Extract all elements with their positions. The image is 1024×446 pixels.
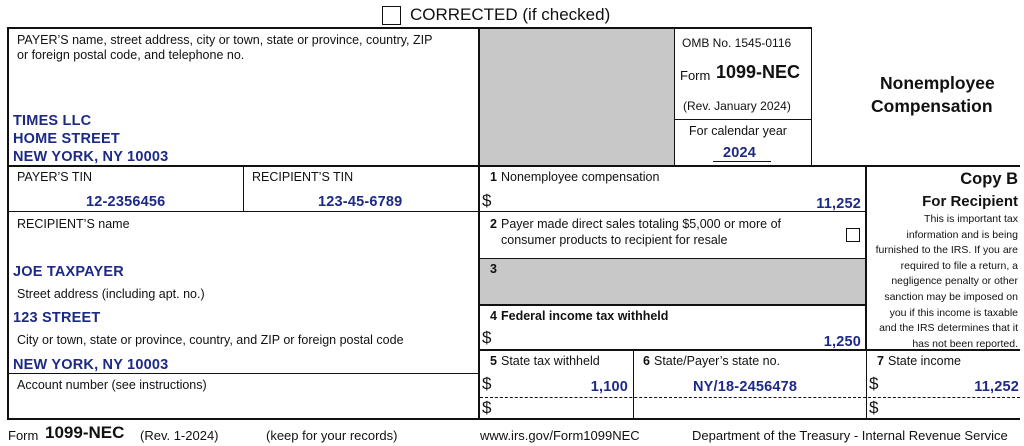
payer-tin-label: PAYER’S TIN (17, 170, 93, 184)
payer-city: NEW YORK, NY 10003 (13, 149, 169, 165)
footer-revision: (Rev. 1-2024) (140, 428, 219, 443)
form-title-line2: Compensation (871, 96, 993, 116)
box6-7-divider (866, 350, 867, 419)
omb-right-border (811, 28, 812, 165)
copy-title: Copy B (960, 170, 1018, 188)
corrected-checkbox[interactable] (382, 6, 401, 25)
recipient-city-label: City or town, state or province, country, and ZIP or foreign postal code (17, 333, 404, 347)
shaded-area-top (480, 28, 674, 165)
copy-column-border (865, 165, 867, 349)
omb-divider (674, 119, 812, 120)
box4-label: Federal income tax withheld (501, 309, 669, 323)
omb-number: OMB No. 1545-0116 (682, 36, 792, 50)
box5-dollar: $ (482, 374, 492, 393)
form-name: 1099-NEC (716, 62, 801, 82)
box1-value: 11,252 (816, 196, 861, 212)
copy-notice-line: negligence penalty or other (891, 275, 1018, 288)
tin-divider (243, 165, 244, 212)
form-revision: (Rev. January 2024) (683, 99, 791, 113)
payer-heading-line1: PAYER’S name, street address, city or town, state or province, country, ZIP (17, 33, 433, 47)
box2-line2: consumer products to recipient for resale (501, 233, 728, 247)
box6-value: NY/18-2456478 (693, 379, 798, 395)
state-row-dash-1 (480, 397, 866, 398)
footer-dept: Department of the Treasury - Internal Revenue Service (692, 428, 1008, 443)
box2-number: 2 (490, 217, 497, 231)
box1-number: 1 (490, 170, 497, 184)
copy-notice-line: required to file a return, a (900, 259, 1018, 272)
box7-value: 11,252 (974, 379, 1019, 395)
copy-notice-line: you if this income is taxable (889, 306, 1018, 319)
box7-dollar: $ (869, 374, 879, 393)
omb-left-border (674, 28, 675, 165)
box4-number: 4 (490, 309, 497, 323)
box2-checkbox[interactable] (846, 228, 860, 242)
box1-dollar: $ (482, 191, 492, 210)
box6-label: State/Payer’s state no. (654, 354, 781, 368)
box2-line1: Payer made direct sales totaling $5,000 or more of (501, 217, 782, 231)
footer-keep: (keep for your records) (266, 428, 398, 443)
box4-dollar: $ (482, 328, 492, 347)
box7-dollar-row2: $ (869, 398, 879, 417)
calendar-year-underline (713, 161, 771, 162)
box4-value: 1,250 (823, 334, 861, 350)
recipient-street: 123 STREET (13, 310, 101, 326)
box5-label: State tax withheld (501, 354, 600, 368)
box1-label: Nonemployee compensation (501, 170, 660, 184)
form-prefix: Form (680, 68, 711, 83)
copy-notice-line: This is important tax (924, 213, 1018, 225)
copy-notice-line: information and is being (906, 228, 1018, 241)
calendar-year: 2024 (723, 145, 757, 161)
box3-number: 3 (490, 262, 497, 276)
left-border (7, 27, 9, 420)
payer-street: HOME STREET (13, 131, 120, 147)
recipient-name-label: RECIPIENT’S name (17, 217, 130, 231)
box6-number: 6 (643, 354, 650, 368)
box3-divider (479, 258, 866, 259)
copy-notice-line: furnished to the IRS. If you are (875, 244, 1018, 257)
box5-6-divider (633, 350, 634, 419)
recipient-street-label: Street address (including apt. no.) (17, 287, 205, 301)
state-row-dash-2 (868, 397, 1020, 398)
recipient-name: JOE TAXPAYER (13, 264, 124, 280)
top-border (8, 27, 812, 29)
copy-notice-line: and the IRS determines that it (879, 322, 1018, 335)
copy-notice (868, 212, 1018, 352)
box7-number: 7 (877, 354, 884, 368)
payer-tin-value: 12-2356456 (86, 194, 166, 210)
copy-notice-line: sanction may be imposed on (884, 290, 1018, 303)
box5-value: 1,100 (590, 379, 628, 395)
recipient-city: NEW YORK, NY 10003 (13, 357, 169, 373)
footer-url: www.irs.gov/Form1099NEC (480, 428, 640, 443)
account-number-label: Account number (see instructions) (17, 378, 207, 392)
copy-notice-line: has not been reported. (912, 337, 1018, 350)
box7-label: State income (888, 354, 961, 368)
box5-number: 5 (490, 354, 497, 368)
form-title-line1: Nonemployee (880, 73, 995, 93)
box2-divider (479, 211, 866, 212)
footer-form-name: 1099-NEC (45, 423, 125, 442)
box5-dollar-row2: $ (482, 398, 492, 417)
box4-thick-left (478, 304, 480, 350)
calendar-year-label: For calendar year (689, 124, 787, 138)
payer-heading-line2: or foreign postal code, and telephone no. (17, 48, 245, 62)
copy-subtitle: For Recipient (922, 193, 1018, 210)
footer-form-prefix: Form (8, 428, 39, 443)
corrected-label: CORRECTED (if checked) (410, 5, 611, 24)
account-divider (8, 373, 479, 374)
box4-thick-top (478, 304, 866, 306)
box3-shaded-area (480, 258, 865, 304)
recipient-tin-label: RECIPIENT’S TIN (252, 170, 354, 184)
bottom-border (8, 418, 1020, 420)
payer-name: TIMES LLC (13, 113, 92, 129)
row2-border (8, 165, 1020, 167)
middle-vertical (478, 27, 480, 419)
recipient-tin-value: 123-45-6789 (318, 194, 403, 210)
